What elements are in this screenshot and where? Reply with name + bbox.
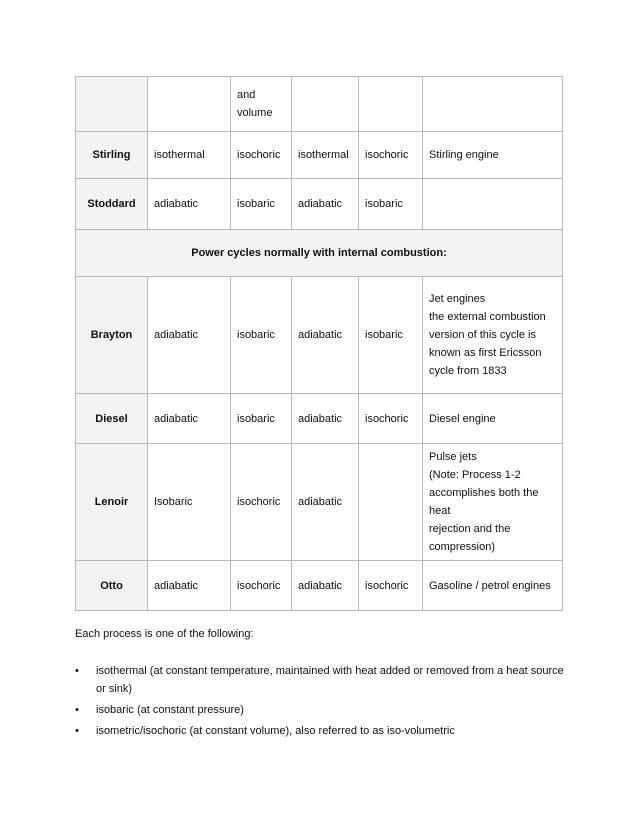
thermodynamic-cycles-table [75, 76, 563, 611]
notes-cell [423, 77, 563, 132]
list-item [75, 662, 565, 698]
process-cell: isobaric [359, 179, 423, 230]
process-cell: isobaric [231, 179, 292, 230]
notes-line: compression) [429, 541, 496, 553]
process-cell: isochoric [231, 561, 292, 611]
process-cell: isobaric [231, 277, 292, 394]
table-row-continued [76, 77, 563, 132]
table-row-lenoir [76, 444, 563, 561]
process-cell: adiabatic [292, 277, 359, 394]
section-header: Power cycles normally with internal combustion: [76, 230, 563, 277]
process-cell: isobaric [359, 277, 423, 394]
process-cell [359, 444, 423, 561]
list-item-text: isobaric (at constant pressure) [96, 704, 244, 716]
process-cell: adiabatic [292, 561, 359, 611]
process-cell: isobaric [231, 394, 292, 444]
process-cell: adiabatic [148, 394, 231, 444]
process-cell: adiabatic [148, 179, 231, 230]
process-text: volume [237, 107, 273, 119]
process-cell: adiabatic [292, 444, 359, 561]
notes-line: Jet engines [429, 293, 486, 305]
cycle-name-cell: Brayton [76, 277, 148, 394]
table-row-stirling [76, 132, 563, 179]
notes-cell: Gasoline / petrol engines [423, 561, 563, 611]
process-cell: adiabatic [148, 277, 231, 394]
process-cell: isochoric [359, 561, 423, 611]
notes-cell: Stirling engine [423, 132, 563, 179]
cycle-name-cell: Otto [76, 561, 148, 611]
process-cell: isochoric [359, 132, 423, 179]
process-text: and [237, 89, 256, 101]
cycle-name-cell: Stoddard [76, 179, 148, 230]
process-cell: isochoric [231, 132, 292, 179]
notes-line: rejection and the [429, 523, 511, 535]
notes-cell: Diesel engine [423, 394, 563, 444]
process-cell: adiabatic [292, 394, 359, 444]
table-row-diesel [76, 394, 563, 444]
table-row-stoddard [76, 179, 563, 230]
cycle-name-cell [76, 77, 148, 132]
process-cell: adiabatic [148, 561, 231, 611]
process-cell [359, 77, 423, 132]
bullet-icon: • [75, 665, 79, 677]
process-cell: isochoric [359, 394, 423, 444]
list-item-text: isothermal (at constant temperature, maintained with heat added or removed from a heat source or sink) [96, 665, 564, 695]
notes-cell [423, 444, 563, 561]
process-cell [292, 77, 359, 132]
notes-line: accomplishes both the heat [429, 487, 539, 517]
process-cell: adiabatic [292, 179, 359, 230]
process-cell: isochoric [231, 444, 292, 561]
process-list [75, 662, 565, 743]
notes-cell [423, 179, 563, 230]
notes-line: the external combustion [429, 311, 546, 323]
process-cell [231, 77, 292, 132]
list-item-text: isometric/isochoric (at constant volume), also referred to as iso-volumetric [96, 725, 455, 737]
bullet-icon: • [75, 704, 79, 716]
bullet-icon: • [75, 725, 79, 737]
process-cell: isothermal [292, 132, 359, 179]
table-row-brayton [76, 277, 563, 394]
notes-line: version of this cycle is [429, 329, 536, 341]
cycle-name-cell: Stirling [76, 132, 148, 179]
process-intro-text: Each process is one of the following: [75, 628, 254, 640]
process-cell: isothermal [148, 132, 231, 179]
table-row-otto [76, 561, 563, 611]
list-item [75, 722, 565, 740]
cycle-name-cell: Diesel [76, 394, 148, 444]
list-item [75, 701, 565, 719]
process-cell [148, 77, 231, 132]
notes-cell [423, 277, 563, 394]
table-section-row [76, 230, 563, 277]
notes-line: known as first Ericsson [429, 347, 542, 359]
process-cell: Isobaric [148, 444, 231, 561]
cycle-name-cell: Lenoir [76, 444, 148, 561]
notes-line: (Note: Process 1-2 [429, 469, 521, 481]
notes-line: cycle from 1833 [429, 365, 507, 377]
notes-line: Pulse jets [429, 451, 477, 463]
